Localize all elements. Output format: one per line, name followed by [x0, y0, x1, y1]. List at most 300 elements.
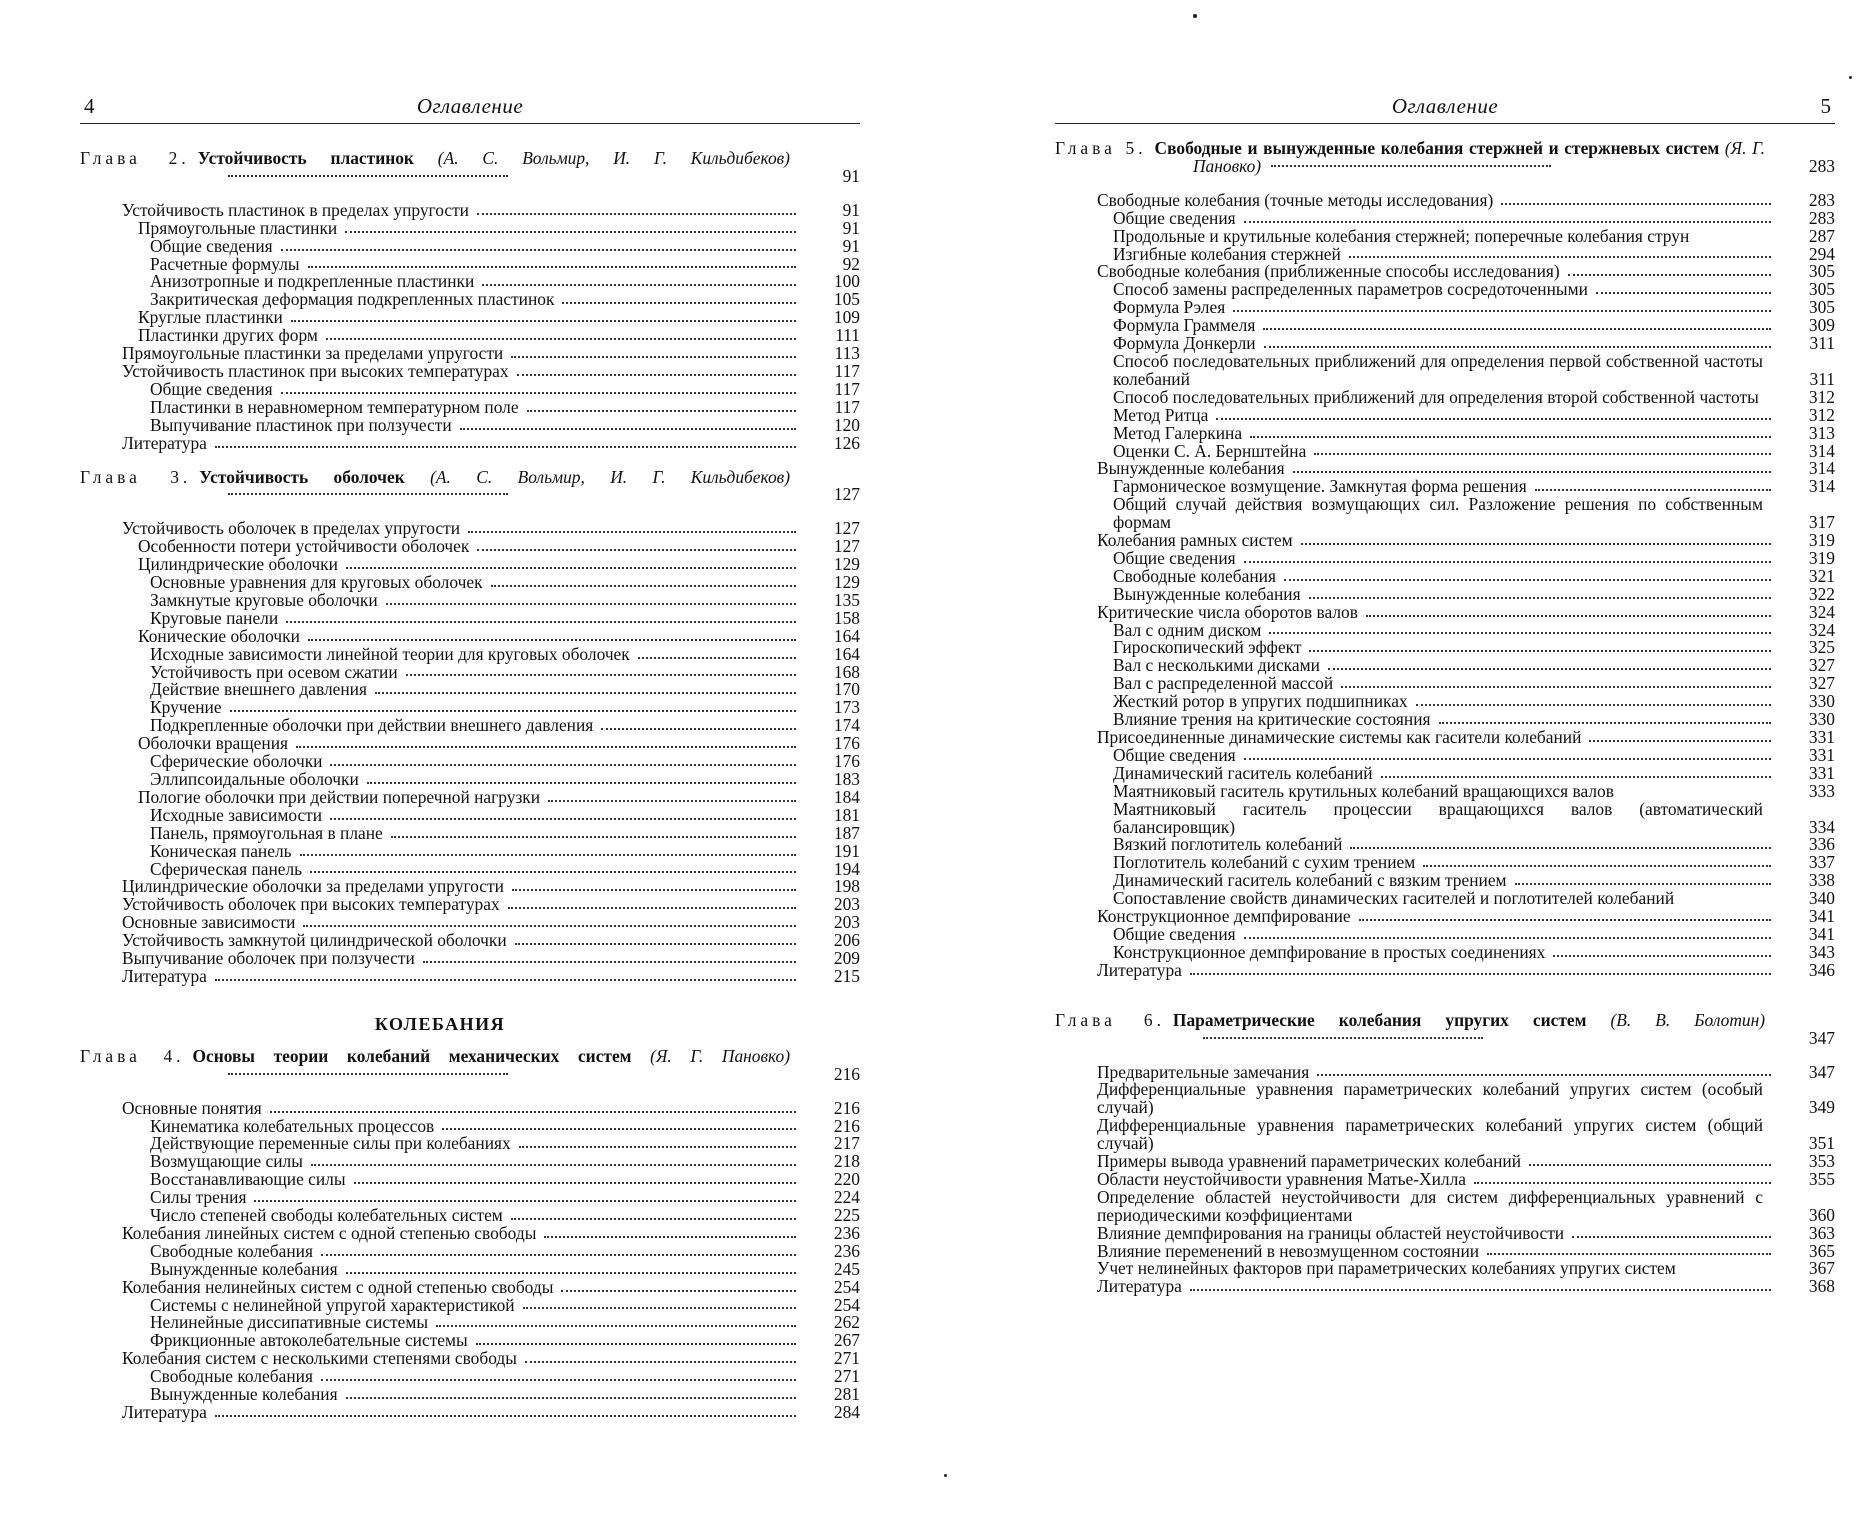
- page-ref: 331: [1808, 762, 1835, 783]
- entry-title: Устойчивость оболочек при высоких температурах: [122, 894, 500, 915]
- page-ref: 334: [1808, 816, 1835, 837]
- entry-title: Силы трения: [150, 1187, 247, 1208]
- entry-title: Присоединенные динамические системы как гасители колебаний: [1097, 727, 1582, 747]
- entry-title: Дифференциальные уравнения параметрических колебаний упругих систем (общий случай): [1097, 1115, 1763, 1154]
- entry-title: Конструкционное демпфирование: [1097, 906, 1351, 927]
- leader-dots: [346, 567, 796, 569]
- chapter-label: Глава 5.: [1055, 138, 1147, 158]
- toc-entry: [80, 235, 860, 256]
- toc-entry: [1055, 601, 1835, 622]
- toc-entry: [1055, 1222, 1835, 1243]
- leader-dots: [1439, 722, 1771, 724]
- leader-dots: [491, 585, 796, 587]
- page-ref: 218: [833, 1151, 860, 1172]
- chapter-authors: (А. С. Вольмир, И. Г. Кильдибеков): [437, 148, 790, 168]
- leader-dots: [215, 1415, 796, 1417]
- right-page: [1055, 0, 1835, 1536]
- page-ref: 236: [833, 1240, 860, 1261]
- entry-title: Жесткий ротор в упругих подшипниках: [1113, 691, 1408, 712]
- leader-dots: [525, 1361, 796, 1363]
- entry-title: Особенности потери устойчивости оболочек: [138, 536, 470, 557]
- page-ref: 120: [833, 414, 860, 435]
- leader-dots: [330, 764, 796, 766]
- page-ref: 283: [1808, 155, 1835, 176]
- leader-dots: [476, 1343, 796, 1345]
- print-speck: [1849, 76, 1852, 79]
- leader-dots: [1309, 597, 1771, 599]
- leader-dots: [1203, 1037, 1483, 1039]
- entry-title: Вынужденные колебания: [1113, 583, 1301, 604]
- left-page: [80, 0, 860, 1536]
- entry-title: Способ последовательных приближений для определения второй собственной частоты: [1113, 386, 1759, 407]
- leader-dots: [1244, 937, 1771, 939]
- chapter-heading: [80, 150, 860, 186]
- leader-dots: [1284, 579, 1771, 581]
- page-ref: 100: [833, 271, 860, 292]
- toc-entry: [80, 840, 860, 861]
- chapter-authors: (Я. Г. Пановко): [650, 1045, 790, 1066]
- leader-dots: [310, 871, 796, 873]
- page-ref: 127: [833, 518, 860, 539]
- entry-title: Сферические оболочки: [150, 751, 323, 772]
- entry-title: Поглотитель колебаний с сухим трением: [1113, 852, 1416, 873]
- chapter-authors: (Я. Г. Пановко): [1193, 138, 1765, 176]
- page-ref: 127: [833, 536, 860, 557]
- page-ref: 336: [1808, 834, 1835, 855]
- entry-title: Колебания линейных систем с одной степенью свободы: [122, 1222, 537, 1243]
- leader-dots: [562, 302, 796, 304]
- entry-title: Анизотропные и подкрепленные пластинки: [150, 271, 475, 292]
- page-ref: 254: [833, 1276, 860, 1297]
- entry-title: Критические числа оборотов валов: [1097, 601, 1358, 622]
- page-ref: 170: [833, 679, 860, 700]
- page-ref: 341: [1808, 906, 1835, 927]
- entry-title: Изгибные колебания стержней: [1113, 243, 1341, 264]
- spacer: [1055, 980, 1835, 996]
- page-ref: 347: [1808, 1027, 1835, 1048]
- page-ref: 330: [1808, 691, 1835, 712]
- toc-entry: [1055, 798, 1835, 837]
- page-ref: 349: [1808, 1097, 1835, 1118]
- leader-dots: [1264, 346, 1771, 348]
- entry-title: Пологие оболочки при действии поперечной нагрузки: [138, 786, 541, 807]
- entry-title: Прямоугольные пластинки: [138, 217, 338, 238]
- page-ref: 305: [1808, 261, 1835, 282]
- entry-title: Коническая панель: [150, 840, 292, 861]
- entry-title: Основные зависимости: [122, 912, 296, 933]
- leader-dots: [508, 907, 796, 909]
- leader-dots: [1263, 328, 1771, 330]
- leader-dots: [1309, 650, 1771, 652]
- spacer: [80, 1422, 860, 1438]
- toc-entry: [1055, 496, 1835, 532]
- entry-title: Устойчивость пластинок в пределах упругости: [122, 199, 469, 220]
- page-ref: 127: [833, 484, 860, 505]
- page-ref: 314: [1808, 458, 1835, 479]
- entry-title: Конструкционное демпфирование в простых соединениях: [1113, 941, 1546, 962]
- entry-title: Общие сведения: [1113, 547, 1236, 568]
- leader-dots: [1317, 1074, 1771, 1076]
- leader-dots: [1233, 310, 1771, 312]
- leader-dots: [511, 1218, 796, 1220]
- entry-title: Число степеней свободы колебательных систем: [150, 1205, 503, 1226]
- page-ref: 113: [834, 343, 860, 364]
- toc-entry: [1055, 225, 1835, 246]
- entry-title: Способ последовательных приближений для определения первой собственной частоты колебаний: [1113, 350, 1763, 389]
- entry-title: Общие сведения: [150, 378, 273, 399]
- toc-entry: [1055, 1117, 1835, 1153]
- entry-title: Выпучивание пластинок при ползучести: [150, 414, 452, 435]
- entry-title: Восстанавливающие силы: [150, 1169, 346, 1190]
- entry-title: Литература: [122, 432, 207, 453]
- leader-dots: [1350, 847, 1771, 849]
- entry-title: Устойчивость пластинок при высоких температурах: [122, 360, 509, 381]
- leader-dots: [460, 428, 796, 430]
- print-speck: [944, 1474, 947, 1477]
- leader-dots: [1293, 471, 1771, 473]
- page-ref: 327: [1808, 673, 1835, 694]
- leader-dots: [1423, 865, 1771, 867]
- entry-title: Литература: [122, 965, 207, 986]
- page-ref: 224: [833, 1187, 860, 1208]
- entry-title: Устойчивость замкнутой цилиндрической оболочки: [122, 930, 507, 951]
- leader-dots: [436, 1325, 796, 1327]
- page-ref: 215: [833, 965, 860, 986]
- page-ref: 183: [833, 769, 860, 789]
- page-ref: 209: [833, 948, 860, 969]
- page-ref: 206: [833, 930, 860, 951]
- page-ref: 271: [833, 1348, 860, 1369]
- toc-entry: [80, 1404, 860, 1422]
- leader-dots: [228, 175, 508, 177]
- entry-title: Общие сведения: [1113, 207, 1236, 228]
- entry-title: Кручение: [150, 697, 222, 718]
- leader-dots: [1216, 418, 1771, 420]
- leader-dots: [345, 231, 796, 233]
- page-ref: 91: [842, 235, 860, 256]
- entry-title: Свободные колебания (приближенные способы исследования): [1097, 261, 1560, 282]
- entry-title: Закритическая деформация подкрепленных пластинок: [150, 289, 555, 310]
- leader-dots: [291, 320, 796, 322]
- leader-dots: [517, 374, 796, 376]
- leader-dots: [1381, 776, 1771, 778]
- leader-dots: [1359, 919, 1771, 921]
- page-ref: 319: [1808, 547, 1835, 568]
- toc-entry: [1055, 1081, 1835, 1117]
- entry-title: Фрикционные автоколебательные системы: [150, 1330, 468, 1351]
- page-ref: 346: [1808, 959, 1835, 980]
- page-ref: 325: [1808, 637, 1835, 658]
- entry-title: Продольные и крутильные колебания стержней; поперечные колебания струн: [1113, 225, 1690, 246]
- entry-title: Маятниковый гаситель крутильных колебаний вращающихся валов: [1113, 780, 1614, 801]
- leader-dots: [1244, 221, 1771, 223]
- entry-title: Колебания систем с несколькими степенями свободы: [122, 1348, 517, 1369]
- page-header: [1055, 94, 1835, 124]
- entry-title: Литература: [1097, 1276, 1182, 1297]
- chapter-heading: [1055, 1009, 1835, 1048]
- entry-title: Основные уравнения для круговых оболочек: [150, 572, 483, 593]
- entry-title: Сопоставление свойств динамических гасителей и поглотителей колебаний: [1113, 888, 1675, 909]
- page-ref: 216: [833, 1115, 860, 1136]
- entry-title: Конические оболочки: [138, 625, 300, 646]
- page-ref: 287: [1808, 225, 1835, 246]
- page-ref: 284: [833, 1402, 860, 1422]
- page-ref: 281: [833, 1384, 860, 1405]
- page-ref: 313: [1808, 422, 1835, 443]
- leader-dots: [527, 410, 796, 412]
- entry-title: Влияние демпфирования на границы областей неустойчивости: [1097, 1222, 1565, 1243]
- page-ref: 176: [833, 751, 860, 772]
- leader-dots: [515, 943, 796, 945]
- page-ref: 245: [833, 1258, 860, 1279]
- page-ref: 324: [1808, 619, 1835, 640]
- entry-title: Способ замены распределенных параметров сосредоточенными: [1113, 279, 1588, 300]
- page-ref: 309: [1808, 315, 1835, 336]
- leader-dots: [230, 710, 796, 712]
- entry-title: Динамический гаситель колебаний с вязким трением: [1113, 870, 1507, 891]
- page-ref: 305: [1808, 297, 1835, 318]
- page-ref: 327: [1808, 655, 1835, 676]
- entry-title: Замкнутые круговые оболочки: [150, 589, 378, 610]
- leader-dots: [346, 1397, 796, 1399]
- leader-dots: [321, 1254, 796, 1256]
- entry-title: Оболочки вращения: [138, 733, 288, 754]
- page-ref: 173: [833, 697, 860, 718]
- leader-dots: [1341, 686, 1771, 688]
- leader-dots: [367, 782, 796, 784]
- page-ref: 198: [833, 876, 860, 897]
- page-ref: 117: [834, 396, 860, 417]
- entry-title: Формула Донкерли: [1113, 333, 1256, 354]
- leader-dots: [544, 1236, 796, 1238]
- chapter-text: [80, 150, 860, 186]
- chapter-heading: [80, 1045, 860, 1084]
- leader-dots: [1366, 615, 1771, 617]
- leader-dots: [1474, 1182, 1771, 1184]
- page-ref: 164: [833, 643, 860, 664]
- leader-dots: [346, 1272, 796, 1274]
- leader-dots: [1535, 489, 1771, 491]
- page-ref: 338: [1808, 870, 1835, 891]
- chapter-title: Параметрические колебания упругих систем: [1172, 1009, 1587, 1030]
- entry-title: Литература: [122, 1402, 207, 1422]
- page-ref: 181: [833, 804, 860, 825]
- page-ref: 353: [1808, 1151, 1835, 1172]
- chapter-label: Глава 6.: [1055, 1009, 1165, 1030]
- entry-title: Действующие переменные силы при колебаниях: [150, 1133, 511, 1154]
- leader-dots: [1328, 668, 1771, 670]
- chapter-authors: (В. В. Болотин): [1610, 1009, 1765, 1030]
- leader-dots: [330, 818, 796, 820]
- entry-title: Динамический гаситель колебаний: [1113, 762, 1373, 783]
- chapter-title: Свободные и вынужденные колебания стержней и стержневых систем: [1154, 138, 1720, 158]
- leader-dots: [1314, 453, 1771, 455]
- page-ref: 91: [842, 217, 860, 238]
- page-ref: 330: [1808, 709, 1835, 730]
- leader-dots: [281, 249, 796, 251]
- toc-entry: [80, 625, 860, 646]
- leader-dots: [511, 356, 796, 358]
- leader-dots: [1501, 203, 1771, 205]
- chapter-text: [1055, 1009, 1835, 1048]
- chapter-text: [1055, 140, 1835, 176]
- entry-title: Круглые пластинки: [138, 307, 283, 328]
- leader-dots: [286, 621, 796, 623]
- page-ref: 271: [833, 1366, 860, 1387]
- entry-title: Пластинки в неравномерном температурном поле: [150, 396, 519, 417]
- entry-title: Свободные колебания (точные методы исследования): [1097, 189, 1494, 210]
- page-ref: 331: [1808, 727, 1835, 747]
- header-title: Оглавление: [1391, 94, 1499, 118]
- leader-dots: [270, 1111, 796, 1113]
- page-ref: 367: [1808, 1258, 1835, 1279]
- leader-dots: [1190, 1289, 1771, 1291]
- leader-dots: [326, 338, 796, 340]
- page-ref: 158: [833, 607, 860, 628]
- leader-dots: [548, 800, 796, 802]
- toc-entry: [1055, 207, 1835, 228]
- page-ref: 236: [833, 1222, 860, 1243]
- page-ref: 333: [1808, 780, 1835, 801]
- chapter-heading: [1055, 140, 1835, 176]
- page-ref: 129: [833, 572, 860, 593]
- entry-title: Маятниковый гаситель процессии вращающихся валов (автоматический балансировщик): [1113, 798, 1763, 837]
- page-ref: 216: [833, 1063, 860, 1084]
- page-ref: 254: [833, 1294, 860, 1315]
- leader-dots: [1244, 561, 1771, 563]
- page-ref: 216: [833, 1097, 860, 1118]
- entry-title: Вынужденные колебания: [1097, 458, 1285, 479]
- header-title: Оглавление: [416, 94, 524, 118]
- toc-entry: [1055, 386, 1835, 407]
- page-ref: 129: [833, 554, 860, 575]
- page-ref: 91: [842, 165, 860, 186]
- page-ref: 203: [833, 894, 860, 915]
- entry-title: Вал с одним диском: [1113, 619, 1262, 640]
- entry-title: Колебания нелинейных систем с одной степенью свободы: [122, 1276, 554, 1297]
- page-ref: 117: [834, 378, 860, 399]
- entry-title: Общие сведения: [1113, 923, 1236, 944]
- page-number: 4: [84, 94, 95, 118]
- leader-dots: [638, 657, 796, 659]
- page-ref: 191: [833, 840, 860, 861]
- entry-title: Цилиндрические оболочки: [138, 554, 338, 575]
- page-ref: 314: [1808, 440, 1835, 461]
- toc-entry: [1055, 959, 1835, 980]
- page-ref: 312: [1808, 404, 1835, 425]
- leader-dots: [386, 603, 796, 605]
- leader-dots: [468, 531, 796, 533]
- leader-dots: [482, 284, 796, 286]
- toc-entry: [1055, 780, 1835, 801]
- leader-dots: [296, 746, 796, 748]
- entry-title: Расчетные формулы: [150, 253, 300, 274]
- entry-title: Метод Галеркина: [1113, 422, 1243, 443]
- page-ref: 111: [835, 325, 860, 346]
- toc-entry: [80, 1258, 860, 1279]
- page-ref: 105: [833, 289, 860, 310]
- entry-title: Вал с распределенной массой: [1113, 673, 1334, 694]
- entry-title: Устойчивость при осевом сжатии: [150, 661, 398, 682]
- entry-title: Вынужденные колебания: [150, 1384, 338, 1405]
- toc-entry: [1055, 404, 1835, 425]
- entry-title: Цилиндрические оболочки за пределами упругости: [122, 876, 504, 897]
- entry-title: Свободные колебания: [150, 1240, 313, 1261]
- entry-title: Эллипсоидальные оболочки: [150, 769, 359, 789]
- page-ref: 184: [833, 786, 860, 807]
- leader-dots: [308, 639, 796, 641]
- page-ref: 92: [842, 253, 860, 274]
- page-ref: 294: [1808, 243, 1835, 264]
- page-ref: 311: [1809, 333, 1835, 354]
- entry-title: Оценки С. А. Бернштейна: [1113, 440, 1307, 461]
- page-ref: 317: [1808, 512, 1835, 533]
- page-ref: 135: [833, 589, 860, 610]
- leader-dots: [1190, 973, 1771, 975]
- page-ref: 117: [834, 360, 860, 381]
- toc-entry: [1055, 1278, 1835, 1296]
- entry-title: Панель, прямоугольная в плане: [150, 822, 383, 843]
- page-ref: 324: [1808, 601, 1835, 622]
- toc-entry: [1055, 350, 1835, 389]
- page-ref: 225: [833, 1205, 860, 1226]
- table-of-contents: [80, 150, 860, 1438]
- entry-title: Общие сведения: [1113, 744, 1236, 765]
- leader-dots: [1349, 256, 1771, 258]
- entry-title: Колебания рамных систем: [1097, 530, 1293, 551]
- entry-title: Возмущающие силы: [150, 1151, 303, 1172]
- page-ref: 341: [1808, 923, 1835, 944]
- toc-entry: [1055, 422, 1835, 443]
- page-ref: 360: [1808, 1204, 1835, 1225]
- leader-dots: [1301, 543, 1771, 545]
- entry-title: Круговые панели: [150, 607, 279, 628]
- spacer: [1055, 1296, 1835, 1312]
- entry-title: Вынужденные колебания: [150, 1258, 338, 1279]
- section-heading: КОЛЕБАНИЯ: [374, 1013, 506, 1034]
- leader-dots: [1244, 758, 1771, 760]
- leader-dots: [1568, 274, 1771, 276]
- entry-title: Определение областей неустойчивости для систем дифференциальных уравнений с периодическими коэффициентами: [1097, 1186, 1763, 1225]
- entry-title: Гармоническое возмущение. Замкнутая форма решения: [1113, 476, 1527, 497]
- page-ref: 355: [1808, 1168, 1835, 1189]
- print-speck: [1193, 14, 1197, 18]
- leader-dots: [228, 493, 508, 495]
- chapter-label: Глава 4.: [80, 1045, 185, 1066]
- toc-entry: [80, 217, 860, 238]
- chapter-text: [80, 1045, 860, 1084]
- leader-dots: [391, 836, 796, 838]
- leader-dots: [477, 549, 796, 551]
- entry-title: Устойчивость оболочек в пределах упругости: [122, 518, 461, 539]
- page-number: 5: [1820, 94, 1831, 118]
- page-ref: 368: [1808, 1276, 1835, 1297]
- chapter-text: [80, 466, 860, 505]
- entry-title: Исходные зависимости: [150, 804, 323, 825]
- entry-title: Нелинейные диссипативные системы: [150, 1312, 429, 1333]
- leader-dots: [1553, 955, 1771, 957]
- toc-entry: [1055, 583, 1835, 604]
- entry-title: Общие сведения: [150, 235, 273, 256]
- entry-title: Влияние трения на критические состояния: [1113, 709, 1431, 730]
- page-ref: 262: [833, 1312, 860, 1333]
- page-ref: 347: [1808, 1061, 1835, 1082]
- leader-dots: [228, 1073, 508, 1075]
- leader-dots: [215, 979, 796, 981]
- page-ref: 363: [1808, 1222, 1835, 1243]
- page-ref: 331: [1808, 744, 1835, 765]
- entry-title: Учет нелинейных факторов при параметрических колебаниях упругих систем: [1097, 1258, 1676, 1279]
